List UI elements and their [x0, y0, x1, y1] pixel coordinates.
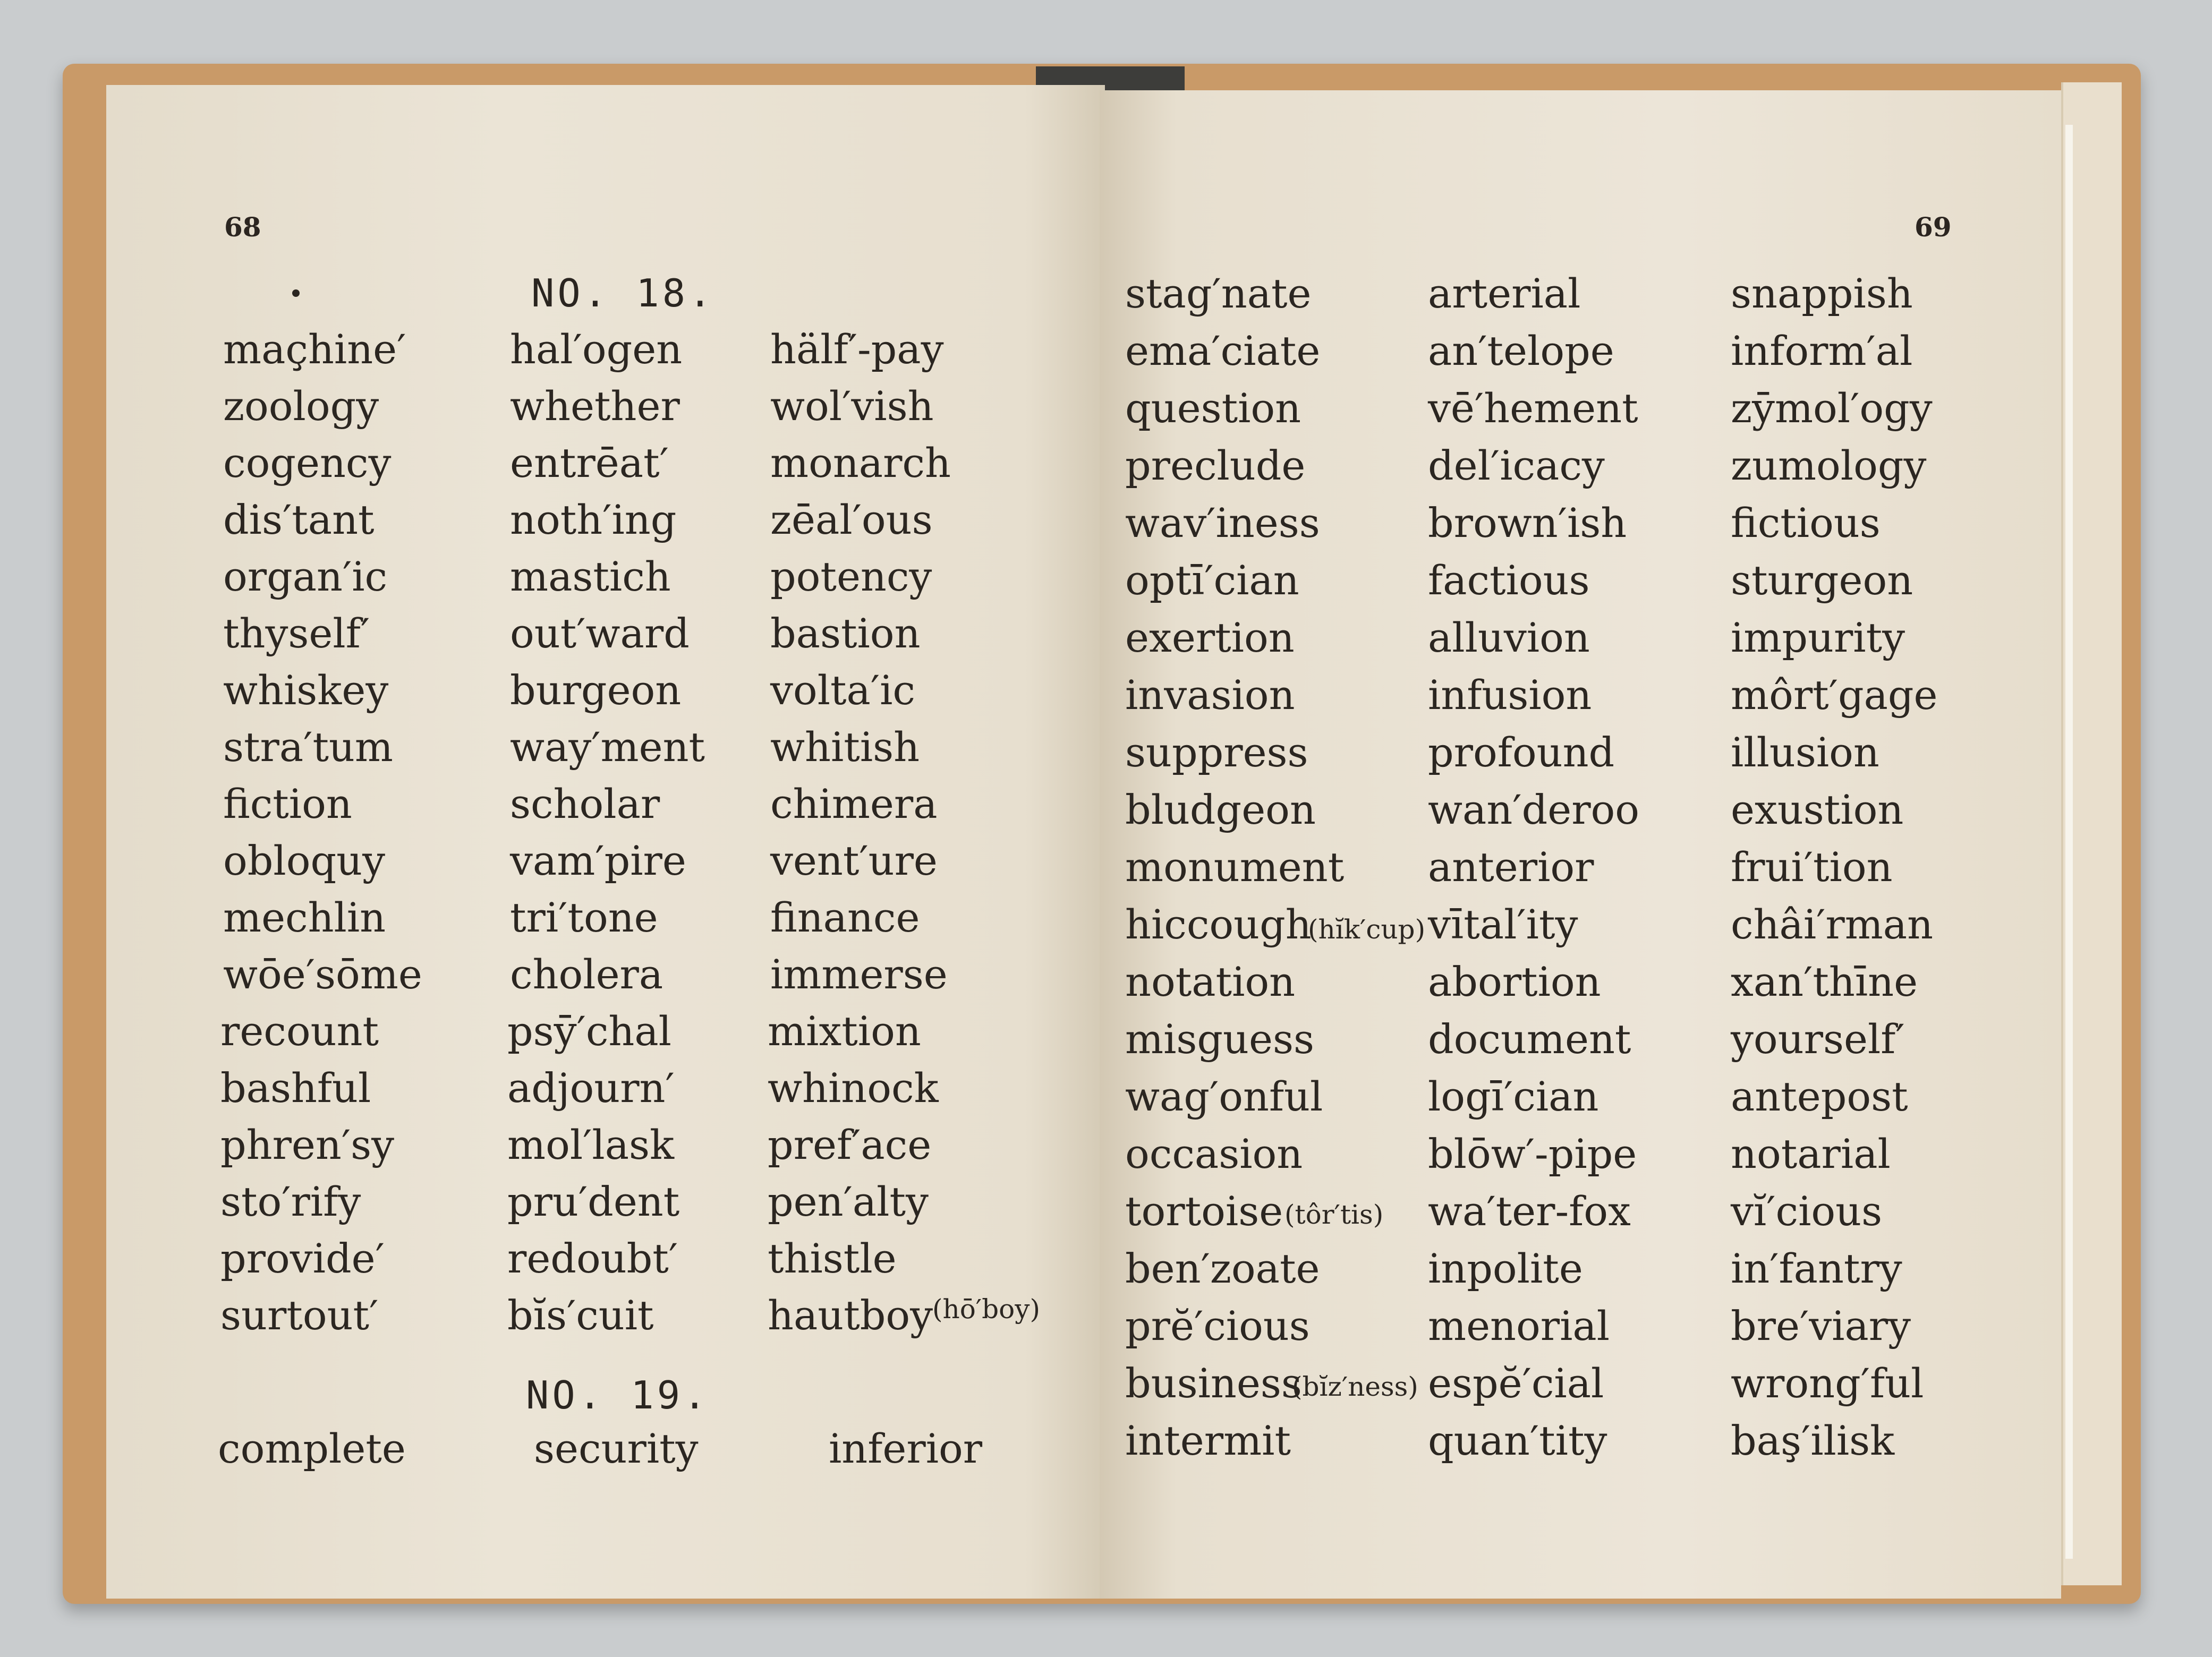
word-entry: bastion [770, 610, 921, 657]
word-entry: antepost [1731, 1073, 1908, 1120]
word-entry: adjourn′ [507, 1064, 675, 1112]
word-entry: impurity [1731, 614, 1905, 661]
word-entry: châi′rman [1731, 901, 1934, 948]
word-entry: hautboy [768, 1292, 933, 1339]
word-entry: phren′sy [220, 1121, 395, 1168]
word-entry: snappish [1731, 270, 1913, 317]
word-entry: noth′ing [510, 496, 677, 543]
word-entry: bre′viary [1731, 1302, 1911, 1349]
word-entry: an′telope [1428, 327, 1614, 374]
word-entry: wag′onful [1125, 1073, 1323, 1120]
word-entry: exustion [1731, 786, 1904, 833]
word-entry: mixtion [768, 1007, 921, 1055]
word-entry: vent′ure [770, 837, 938, 884]
word-entry: maçhine′ [223, 326, 406, 373]
word-entry: burgeon [510, 667, 682, 714]
word-entry: notarial [1731, 1130, 1891, 1177]
word-entry: chimera [770, 780, 938, 827]
pronunciation-note: (hĭk′cup) [1308, 914, 1426, 945]
word-entry: sturgeon [1731, 557, 1913, 604]
page-number-left: 68 [224, 211, 261, 243]
word-entry: organ′ic [223, 553, 388, 600]
word-entry: bludgeon [1125, 786, 1316, 833]
word-entry: document [1428, 1015, 1631, 1063]
word-entry: surtout′ [220, 1292, 379, 1339]
word-entry: zumology [1731, 442, 1927, 489]
word-entry: tri′tone [510, 894, 658, 941]
word-entry: hal′ogen [510, 326, 683, 373]
pronunciation-note: (bĭz′ness) [1292, 1371, 1418, 1402]
word-entry: wrong′ful [1731, 1360, 1924, 1407]
word-entry: xan′thīne [1731, 958, 1918, 1005]
word-entry: monarch [770, 439, 951, 486]
word-entry: whiskey [223, 667, 389, 714]
word-entry: wōe′sōme [223, 951, 422, 998]
word-entry: wan′deroo [1428, 786, 1640, 833]
word-entry: fictious [1731, 499, 1881, 546]
word-entry: stra′tum [223, 723, 393, 771]
word-entry: business [1125, 1360, 1302, 1407]
word-entry: hiccough [1125, 901, 1312, 948]
word-entry: vĭ′cious [1731, 1188, 1883, 1235]
word-entry: vītal′ity [1428, 901, 1578, 948]
word-entry: arterial [1428, 270, 1581, 317]
word-entry: wol′vish [770, 382, 934, 430]
page-edge-highlight [2065, 125, 2073, 1559]
word-entry: vē′hement [1428, 385, 1638, 432]
lesson-heading-18: NO. 18. [531, 271, 715, 315]
word-entry: complete [218, 1425, 406, 1472]
word-entry: wa′ter-fox [1428, 1188, 1631, 1235]
word-entry: obloquy [223, 837, 386, 884]
word-entry: profound [1428, 729, 1615, 776]
word-entry: stag′nate [1125, 270, 1312, 317]
word-entry: preclude [1125, 442, 1306, 489]
word-entry: in′fantry [1731, 1245, 1902, 1292]
word-entry: finance [770, 894, 920, 941]
word-entry: exertion [1125, 614, 1295, 661]
pronunciation-note: (hō′boy) [932, 1294, 1041, 1325]
word-entry: psȳ′chal [507, 1007, 671, 1055]
word-entry: entrēat′ [510, 439, 669, 486]
word-entry: del′icacy [1428, 442, 1605, 489]
word-entry: wav′iness [1125, 499, 1320, 546]
word-entry: illusion [1731, 729, 1879, 776]
word-entry: redoubt′ [507, 1235, 678, 1282]
word-entry: whether [510, 382, 680, 430]
word-entry: tortoise [1125, 1188, 1283, 1235]
word-entry: volta′ic [770, 667, 915, 714]
word-entry: blōw′-pipe [1428, 1130, 1637, 1177]
word-entry: cholera [510, 951, 663, 998]
word-entry: prĕ′cious [1125, 1302, 1310, 1349]
word-entry: inform′al [1731, 327, 1913, 374]
word-entry: scholar [510, 780, 660, 827]
word-entry: anterior [1428, 843, 1594, 891]
word-entry: baş′ilisk [1731, 1417, 1895, 1464]
word-entry: thistle [768, 1235, 897, 1282]
word-entry: factious [1428, 557, 1590, 604]
word-entry: thyself′ [223, 610, 370, 657]
word-entry: vam′pire [510, 837, 686, 884]
word-entry: way′ment [510, 723, 705, 771]
word-entry: frui′tion [1731, 843, 1893, 891]
word-entry: espĕ′cial [1428, 1360, 1604, 1407]
pronunciation-note: (tôr′tis) [1284, 1199, 1384, 1230]
word-entry: zēal′ous [770, 496, 933, 543]
word-entry: mastich [510, 553, 671, 600]
word-entry: misguess [1125, 1015, 1314, 1063]
word-entry: optī′cian [1125, 557, 1299, 604]
word-entry: hälf′-pay [770, 326, 944, 373]
word-entry: bĭs′cuit [507, 1292, 654, 1339]
word-entry: notation [1125, 958, 1296, 1005]
word-entry: zoology [223, 382, 379, 430]
word-entry: mechlin [223, 894, 386, 941]
word-entry: ben′zoate [1125, 1245, 1320, 1292]
word-entry: inpolite [1428, 1245, 1583, 1292]
word-entry: bashful [220, 1064, 371, 1112]
word-entry: whitish [770, 723, 920, 771]
word-entry: zȳmol′ogy [1731, 385, 1933, 432]
word-entry: intermit [1125, 1417, 1291, 1464]
word-entry: question [1125, 385, 1301, 432]
word-entry: cogency [223, 439, 392, 486]
word-entry: mol′lask [507, 1121, 675, 1168]
page-number-right: 69 [1915, 211, 1952, 243]
word-entry: yourself′ [1731, 1015, 1905, 1063]
word-entry: inferior [829, 1425, 983, 1472]
word-entry: fiction [223, 780, 352, 827]
word-entry: logī′cian [1428, 1073, 1599, 1120]
word-entry: suppress [1125, 729, 1308, 776]
word-entry: immerse [770, 951, 948, 998]
word-entry: monument [1125, 843, 1345, 891]
word-entry: pen′alty [768, 1178, 929, 1225]
word-entry: security [534, 1425, 699, 1472]
word-entry: dis′tant [223, 496, 375, 543]
word-entry: pru′dent [507, 1178, 680, 1225]
word-entry: quan′tity [1428, 1417, 1607, 1464]
stray-dot [292, 289, 300, 297]
word-entry: occasion [1125, 1130, 1303, 1177]
word-entry: invasion [1125, 671, 1295, 719]
lesson-heading-19: NO. 19. [526, 1373, 710, 1417]
word-entry: recount [220, 1007, 379, 1055]
word-entry: infusion [1428, 671, 1592, 719]
word-entry: out′ward [510, 610, 690, 657]
word-entry: môrt′gage [1731, 671, 1938, 719]
word-entry: whinock [768, 1064, 939, 1112]
word-entry: menorial [1428, 1302, 1610, 1349]
word-entry: potency [770, 553, 932, 600]
word-entry: abortion [1428, 958, 1601, 1005]
word-entry: ema′ciate [1125, 327, 1321, 374]
word-entry: alluvion [1428, 614, 1590, 661]
word-entry: sto′rify [220, 1178, 361, 1225]
word-entry: provide′ [220, 1235, 385, 1282]
word-entry: pref′ace [768, 1121, 932, 1168]
word-entry: brown′ish [1428, 499, 1627, 546]
